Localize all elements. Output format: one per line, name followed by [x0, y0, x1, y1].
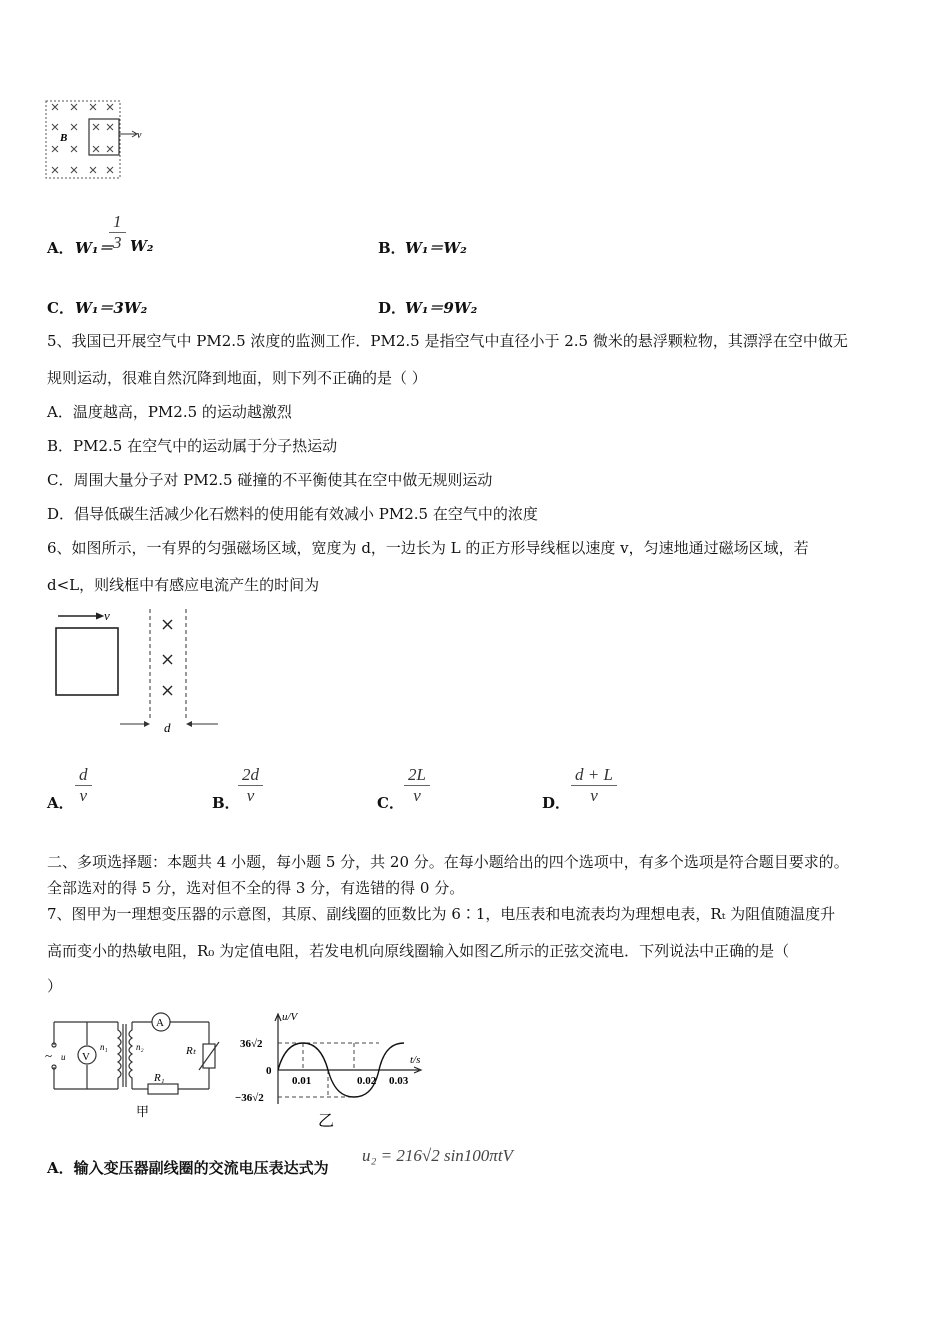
fraction-denominator: v [246, 786, 255, 805]
q4-option-a-letter: A． [47, 239, 74, 257]
n1-label: n₁ [100, 1042, 108, 1052]
q6-option-c-fraction [404, 765, 430, 806]
fraction-numerator: 1 [109, 212, 126, 233]
q7-stem-line3: ） [47, 977, 63, 995]
graph-ymin-label: −36√2 [235, 1092, 264, 1104]
q4-option-a-fraction [109, 212, 126, 253]
fraction-denominator: v [590, 786, 598, 805]
q7-stem-line2: 高而变小的热敏电阻，R₀ 为定值电阻，若发电机向原线圈输入如图乙所示的正弦交流电．下列说法中正确的是（ [47, 942, 790, 960]
q7-circuit-figure [44, 1012, 234, 1130]
graph-caption: 乙 [318, 1113, 335, 1130]
graph-zero-label: 0 [266, 1065, 272, 1077]
q4-option-d-expr: W₁＝9W₂ [405, 299, 478, 317]
q7-voltage-graph [234, 1008, 430, 1132]
graph-xtick-3: 0.03 [389, 1075, 409, 1087]
graph-ylabel: u/V [282, 1011, 298, 1023]
graph-xlabel: t/s [410, 1054, 421, 1066]
q4-b-label: B [60, 132, 68, 144]
q4-option-c-letter: C． [47, 299, 74, 317]
q6-figure [50, 604, 225, 739]
q5-option-b: B．PM2.5 在空气中的运动属于分子热运动 [47, 437, 338, 455]
q6-option-a-letter: A． [47, 794, 74, 812]
q6-option-b-fraction [238, 765, 263, 806]
q4-option-a-rhs: W₂ [130, 237, 154, 255]
fraction-numerator: d + L [571, 765, 617, 786]
q5-option-d: D．倡导低碳生活减少化石燃料的使用能有效减小 PM2.5 在空气中的浓度 [47, 505, 538, 523]
fraction-denominator: v [79, 786, 88, 805]
q5-stem-line2: 规则运动，很难自然沉降到地面，则下列不正确的是（ ） [47, 369, 427, 387]
q6-stem-line2: d<L，则线框中有感应电流产生的时间为 [47, 576, 320, 594]
q5-option-c: C．周围大量分子对 PM2.5 碰撞的不平衡使其在空中做无规则运动 [47, 471, 493, 489]
source-tilde: ~ [45, 1048, 53, 1063]
q4-option-c-expr: W₁＝3W₂ [75, 299, 148, 317]
voltmeter-label: V [82, 1051, 90, 1063]
q6-d-label: d [164, 720, 171, 735]
section-2-line1: 二、多项选择题：本题共 4 小题，每小题 5 分，共 20 分。在每小题给出的四个选项中，有多个选项是符合题目要求的。 [47, 853, 849, 871]
q7-option-a-formula: u₂ = 216√2 sin100πtV [362, 1146, 513, 1165]
fraction-numerator: 2d [238, 765, 263, 786]
q6-stem-line1: 6、如图所示，一有界的匀强磁场区域，宽度为 d，一边长为 L 的正方形导线框以速度 v，匀速地通过磁场区域，若 [47, 539, 809, 557]
fraction-numerator: d [75, 765, 92, 786]
source-label: u [61, 1052, 66, 1062]
q7-stem-line1: 7、图甲为一理想变压器的示意图，其原、副线圈的匝数比为 6∶1，电压表和电流表均为理想电表，Rₜ 为阻值随温度升 [47, 905, 836, 923]
q4-option-d-letter: D． [378, 299, 407, 317]
q6-option-d-letter: D． [542, 794, 571, 812]
graph-xtick-1: 0.01 [292, 1075, 312, 1087]
q5-option-a: A．温度越高，PM2.5 的运动越激烈 [47, 403, 292, 421]
section-2-line2: 全部选对的得 5 分，选对但不全的得 3 分，有选错的得 0 分。 [47, 879, 465, 897]
q4-option-b-expr: W₁＝W₂ [405, 239, 467, 257]
circuit-caption: 甲 [136, 1104, 150, 1119]
q6-option-d-fraction [571, 765, 617, 806]
graph-xtick-2: 0.02 [357, 1075, 377, 1087]
q6-option-b-letter: B． [212, 794, 240, 812]
q6-option-c-letter: C． [377, 794, 404, 812]
q4-option-a-lhs: W₁＝ [75, 239, 114, 257]
q6-option-a-fraction [75, 765, 92, 806]
q6-v-label: v [104, 608, 110, 623]
q5-stem-line1: 5、我国已开展空气中 PM2.5 浓度的监测工作．PM2.5 是指空气中直径小于 2.5 微米的悬浮颗粒物，其漂浮在空中做无 [47, 332, 848, 350]
q4-v-label: v [137, 130, 142, 141]
fraction-denominator: v [413, 786, 421, 805]
r1-label: R₁ [154, 1072, 165, 1084]
rt-label: Rₜ [186, 1045, 196, 1057]
q4-magnetic-field-figure [44, 98, 154, 182]
ammeter-label: A [156, 1017, 164, 1029]
fraction-denominator: 3 [113, 233, 122, 252]
fraction-numerator: 2L [404, 765, 430, 786]
graph-ymax-label: 36√2 [240, 1038, 263, 1050]
q4-option-b-letter: B． [378, 239, 406, 257]
n2-label: n₂ [136, 1042, 144, 1052]
q7-option-a-text: A．输入变压器副线圈的交流电压表达式为 [47, 1159, 329, 1177]
